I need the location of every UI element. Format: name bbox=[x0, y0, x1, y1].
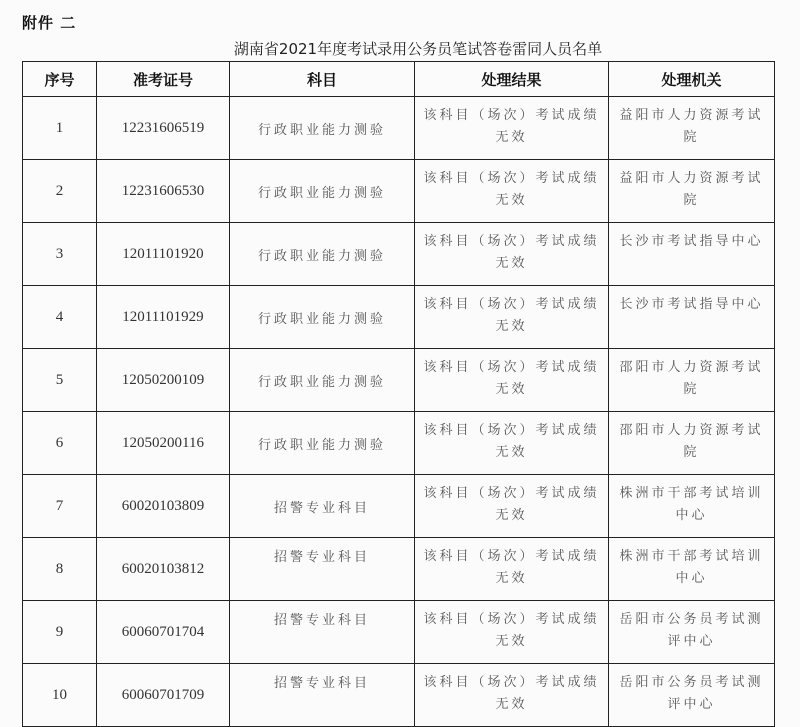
cell-authority: 株洲市干部考试培训中心 bbox=[609, 475, 775, 538]
cell-authority: 株洲市干部考试培训中心 bbox=[609, 538, 775, 601]
cell-subject: 招警专业科目 bbox=[230, 601, 415, 664]
cell-no: 3 bbox=[23, 223, 97, 286]
cell-ticket: 60020103809 bbox=[97, 475, 230, 538]
cell-ticket: 60020103812 bbox=[97, 538, 230, 601]
cell-authority: 长沙市考试指导中心 bbox=[609, 286, 775, 349]
cell-no: 1 bbox=[23, 97, 97, 160]
cell-result: 该科目（场次）考试成绩无效 bbox=[415, 223, 609, 286]
cell-no: 4 bbox=[23, 286, 97, 349]
cell-ticket: 60060701709 bbox=[97, 664, 230, 727]
table-row bbox=[23, 601, 775, 664]
cell-subject: 行政职业能力测验 bbox=[230, 97, 415, 160]
header-result: 处理结果 bbox=[415, 62, 609, 97]
table-row bbox=[23, 475, 775, 538]
cell-authority: 岳阳市公务员考试测评中心 bbox=[609, 664, 775, 727]
cell-subject: 招警专业科目 bbox=[230, 538, 415, 601]
cell-no: 7 bbox=[23, 475, 97, 538]
document-title: 湖南省2021年度考试录用公务员笔试答卷雷同人员名单 bbox=[233, 40, 603, 58]
cell-no: 5 bbox=[23, 349, 97, 412]
cell-result: 该科目（场次）考试成绩无效 bbox=[415, 475, 609, 538]
plagiarism-list-table bbox=[22, 61, 775, 727]
cell-result: 该科目（场次）考试成绩无效 bbox=[415, 538, 609, 601]
cell-subject: 行政职业能力测验 bbox=[230, 286, 415, 349]
cell-result: 该科目（场次）考试成绩无效 bbox=[415, 97, 609, 160]
cell-ticket: 12011101929 bbox=[97, 286, 230, 349]
cell-no: 8 bbox=[23, 538, 97, 601]
cell-no: 9 bbox=[23, 601, 97, 664]
header-subject: 科目 bbox=[230, 62, 415, 97]
cell-authority: 长沙市考试指导中心 bbox=[609, 223, 775, 286]
cell-no: 2 bbox=[23, 160, 97, 223]
cell-ticket: 60060701704 bbox=[97, 601, 230, 664]
cell-authority: 邵阳市人力资源考试院 bbox=[609, 412, 775, 475]
cell-result: 该科目（场次）考试成绩无效 bbox=[415, 349, 609, 412]
table-row bbox=[23, 412, 775, 475]
table-row bbox=[23, 349, 775, 412]
table-row bbox=[23, 286, 775, 349]
table-row bbox=[23, 97, 775, 160]
cell-subject: 行政职业能力测验 bbox=[230, 349, 415, 412]
cell-ticket: 12050200116 bbox=[97, 412, 230, 475]
cell-authority: 岳阳市公务员考试测评中心 bbox=[609, 601, 775, 664]
cell-no: 6 bbox=[23, 412, 97, 475]
cell-no: 10 bbox=[23, 664, 97, 727]
cell-result: 该科目（场次）考试成绩无效 bbox=[415, 160, 609, 223]
cell-authority: 邵阳市人力资源考试院 bbox=[609, 349, 775, 412]
table-row bbox=[23, 664, 775, 727]
table-row bbox=[23, 538, 775, 601]
cell-ticket: 12231606530 bbox=[97, 160, 230, 223]
cell-subject: 招警专业科目 bbox=[230, 475, 415, 538]
cell-ticket: 12231606519 bbox=[97, 97, 230, 160]
cell-authority: 益阳市人力资源考试院 bbox=[609, 97, 775, 160]
cell-subject: 行政职业能力测验 bbox=[230, 223, 415, 286]
attachment-label: 附件 二 bbox=[22, 14, 77, 32]
cell-subject: 行政职业能力测验 bbox=[230, 160, 415, 223]
table-row bbox=[23, 223, 775, 286]
cell-ticket: 12050200109 bbox=[97, 349, 230, 412]
table-header-row bbox=[23, 62, 775, 97]
cell-result: 该科目（场次）考试成绩无效 bbox=[415, 286, 609, 349]
header-no: 序号 bbox=[23, 62, 97, 97]
header-ticket: 准考证号 bbox=[97, 62, 230, 97]
table-row bbox=[23, 160, 775, 223]
cell-result: 该科目（场次）考试成绩无效 bbox=[415, 664, 609, 727]
cell-result: 该科目（场次）考试成绩无效 bbox=[415, 601, 609, 664]
cell-subject: 行政职业能力测验 bbox=[230, 412, 415, 475]
cell-ticket: 12011101920 bbox=[97, 223, 230, 286]
header-authority: 处理机关 bbox=[609, 62, 775, 97]
cell-subject: 招警专业科目 bbox=[230, 664, 415, 727]
cell-authority: 益阳市人力资源考试院 bbox=[609, 160, 775, 223]
cell-result: 该科目（场次）考试成绩无效 bbox=[415, 412, 609, 475]
